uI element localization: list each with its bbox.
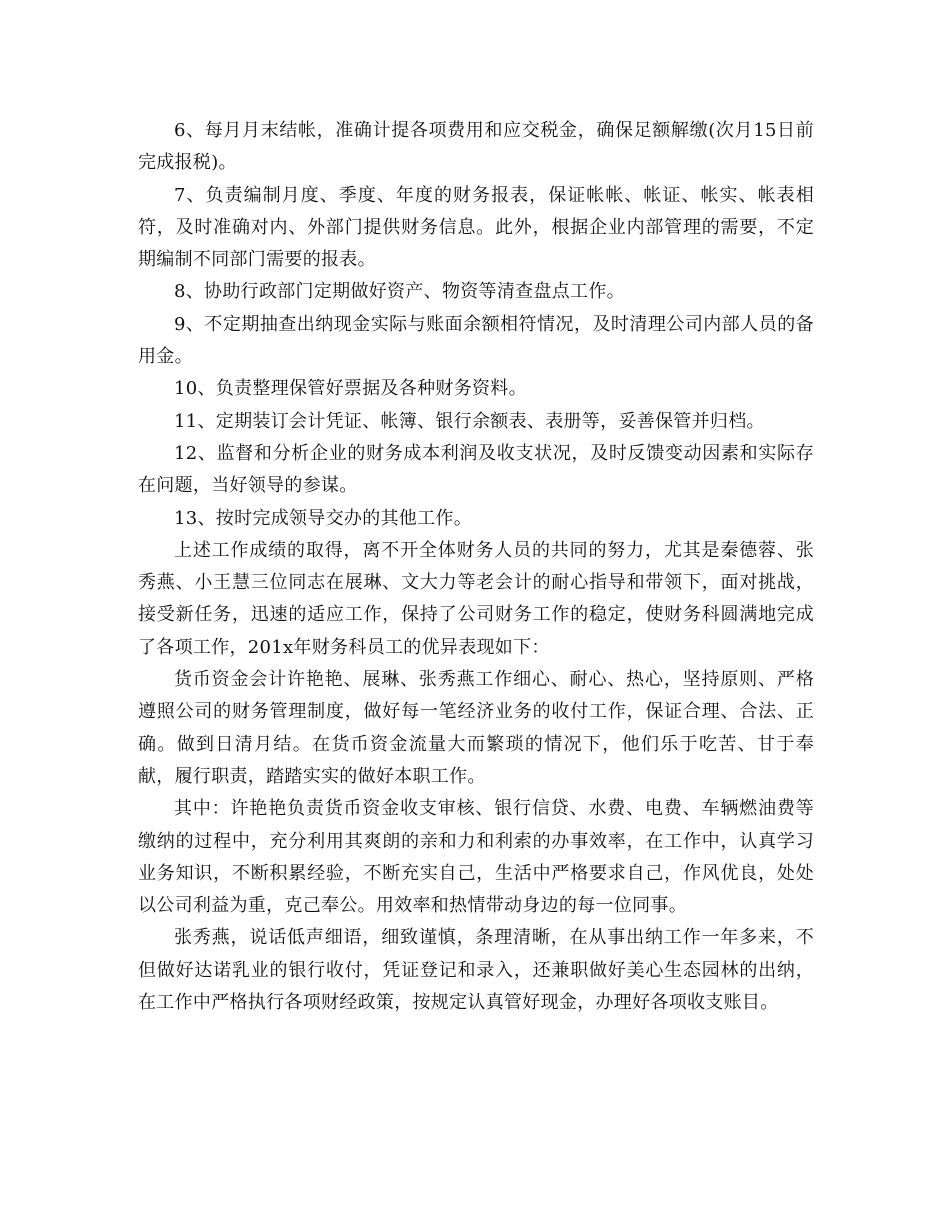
paragraph-item-7: 7、负责编制月度、季度、年度的财务报表，保证帐帐、帐证、帐实、帐表相符，及时准确对内、外部门提供财务信息。此外，根据企业内部管理的需要，不定期编制不同部门需要的报表。 — [138, 184, 814, 271]
paragraph-item-11: 11、定期装订会计凭证、帐簿、银行余额表、表册等，妥善保管并归档。 — [174, 410, 765, 432]
paragraph-zhang-xiuyan: 张秀燕，说话低声细语，细致谨慎，条理清晰，在从事出纳工作一年多来，不但做好达诺乳业的银行收付，凭证登记和录入，还兼职做好美心生态园林的出纳，在工作中严格执行各项财经政策，按规定认真管好现金，办理好各项收支账目。 — [138, 927, 814, 1014]
paragraph-summary: 上述工作成绩的取得，离不开全体财务人员的共同的努力，尤其是秦德蓉、张秀燕、小王慧三位同志在展琳、文大力等老会计的耐心指导和带领下，面对挑战，接受新任务，迅速的适应工作，保持了公司财务工作的稳定，使财务科圆满地完成了各项工作，201x年财务科员工的优异表现如下： — [138, 539, 814, 658]
paragraph-item-10: 10、负责整理保管好票据及各种财务资料。 — [174, 378, 527, 400]
paragraph-item-13: 13、按时完成领导交办的其他工作。 — [174, 507, 473, 529]
paragraph-item-8: 8、协助行政部门定期做好资产、物资等清查盘点工作。 — [174, 281, 625, 303]
paragraph-xu-yanyan: 其中：许艳艳负责货币资金收支审核、银行信贷、水费、电费、车辆燃油费等缴纳的过程中，充分利用其爽朗的亲和力和利索的办事效率，在工作中，认真学习业务知识，不断积累经验，不断充实自己，生活中严格要求自己，作风优良，处处以公司利益为重，克己奉公。用效率和热情带动身边的每一位同事。 — [138, 798, 814, 917]
paragraph-item-6: 6、每月月末结帐，准确计提各项费用和应交税金，确保足额解缴(次月15日前完成报税)。 — [138, 120, 814, 174]
paragraph-item-12: 12、监督和分析企业的财务成本利润及收支状况，及时反馈变动因素和实际存在问题，当好领导的参谋。 — [138, 442, 814, 497]
paragraph-item-9: 9、不定期抽查出纳现金实际与账面余额相符情况，及时清理公司内部人员的备用金。 — [138, 313, 814, 368]
paragraph-cash-accountants: 货币资金会计许艳艳、展琳、张秀燕工作细心、耐心、热心，坚持原则、严格遵照公司的财务管理制度，做好每一笔经济业务的收付工作，保证合理、合法、正确。做到日清月结。在货币资金流量大而繁琐的情况下，他们乐于吃苦、甘于奉献，履行职责，踏踏实实的做好本职工作。 — [138, 669, 814, 787]
document-body — [138, 115, 814, 1019]
